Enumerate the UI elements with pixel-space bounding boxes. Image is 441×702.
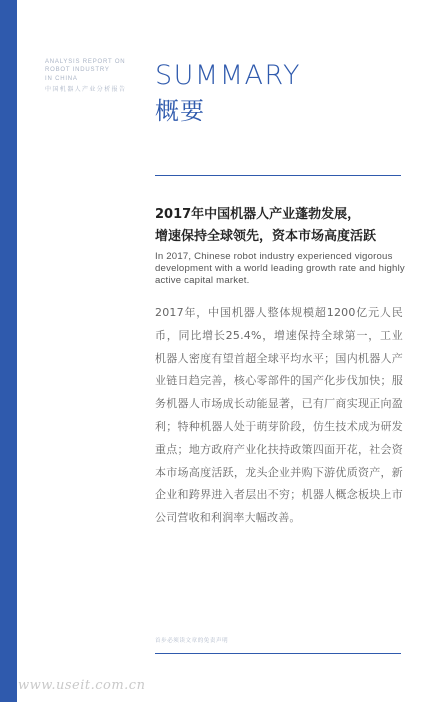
subtitle-cn-line: 2017年中国机器人产业蓬勃发展， [155,207,361,222]
section-subtitle-en: In 2017, Chinese robot industry experienced vigorous development with a world leading growth rate and highly active capital market. [155,251,405,286]
footer-note: 首步必须读文章的免责声明 [155,638,229,644]
report-label-cn: 中国机器人产业分析报告 [45,87,127,94]
summary-paragraph: 2017年，中国机器人整体规模超1200亿元人民币，同比增长25.4%，增速保持全球第一，工业机器人密度有望首超全球平均水平；国内机器人产业链日趋完善，核心零部件的国产化步伐加快；服务机器人市场成长动能显著，已有厂商实现正向盈利；特种机器人处于萌芽阶段，仿生技术成为研发重点；地方政府产业化扶持政策四面开花，社会资本市场高度活跃，龙头企业并购下游优质资产，新企业和跨界进入者层出不穷；机器人概念板块上市公司营收和利润率大幅改善。 [155,306,403,525]
left-accent-bar [0,0,17,702]
watermark: www.useit.com.cn [18,678,146,693]
page-title-en: SUMMARY [155,60,301,91]
report-label [45,58,145,95]
section-subtitle-cn [155,204,405,248]
report-label-line: ANALYSIS REPORT ON [45,59,126,65]
divider-top [155,175,401,176]
report-label-line: IN CHINA [45,75,78,82]
page-title-cn: 概要 [155,97,205,125]
divider-bottom [155,653,401,654]
report-label-line: ROBOT INDUSTRY [45,67,110,74]
subtitle-cn-line: 增速保持全球领先，资本市场高度活跃 [155,229,377,244]
